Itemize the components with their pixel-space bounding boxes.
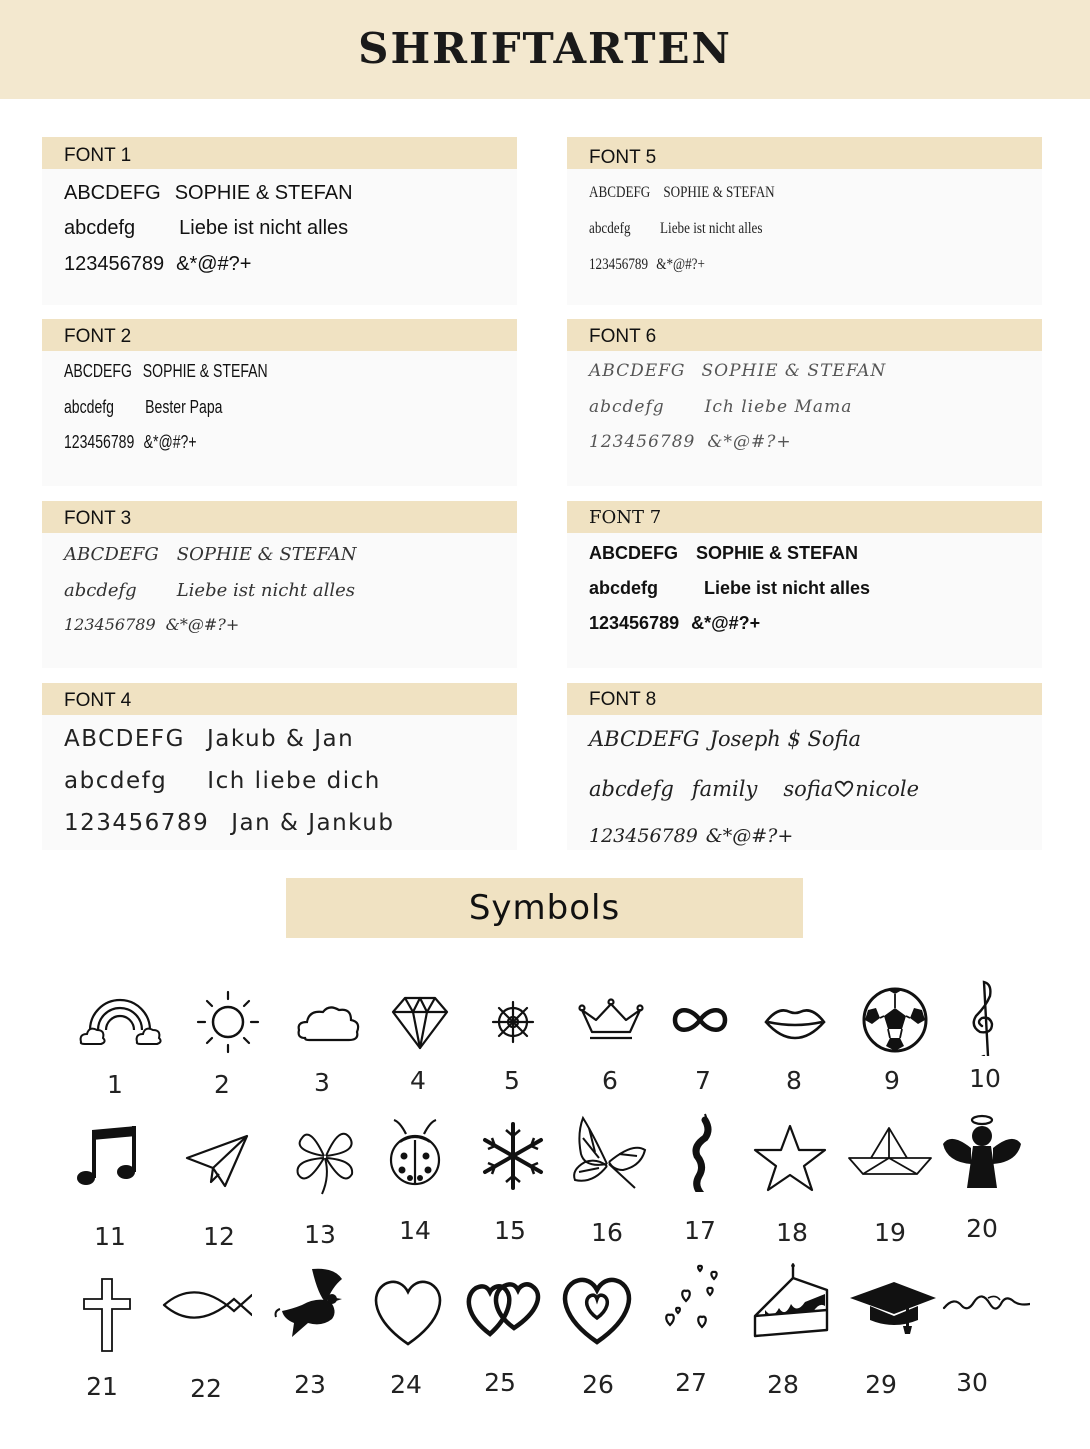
font-label: FONT 5 [589, 147, 657, 168]
infinity-icon [655, 980, 745, 1060]
symbol-number: 14 [399, 1216, 431, 1245]
font-card-header [42, 683, 517, 715]
font-card-2 [42, 319, 517, 486]
font-label: FONT 3 [64, 508, 132, 529]
symbol-number: 8 [786, 1066, 802, 1095]
font-label: FONT 8 [589, 689, 657, 710]
small-hearts-icon [650, 1255, 740, 1335]
symbol-number: 21 [86, 1372, 118, 1401]
symbols-title: Symbols [468, 888, 621, 928]
symbol-number: 27 [675, 1368, 707, 1397]
page-title: SHRIFTARTEN [358, 24, 732, 73]
sample-lowercase: abcdefg Liebe ist nicht alles [64, 580, 356, 601]
crown-icon [566, 980, 656, 1060]
cross-icon [62, 1275, 152, 1355]
symbol-number: 6 [602, 1066, 618, 1095]
paper-plane-icon [175, 1122, 265, 1202]
font-card-3 [42, 501, 517, 668]
symbol-number: 5 [504, 1066, 520, 1095]
ladybug-icon [370, 1112, 460, 1192]
sample-uppercase: ABCDEFG SOPHIE & STEFAN [64, 361, 268, 381]
font-label: FONT 4 [64, 690, 132, 711]
symbol-number: 12 [203, 1222, 235, 1251]
sample-uppercase: ABCDEFG SOPHIE & STEFAN [589, 361, 887, 381]
sample-digits: 123456789 &*@#?+ [589, 825, 794, 847]
graduation-cap-icon [846, 1268, 936, 1348]
sample-digits: 123456789 Jan & Jankub [64, 810, 395, 836]
symbol-number: 20 [966, 1214, 998, 1243]
font-card-header [42, 137, 517, 169]
sample-uppercase: ABCDEFG SOPHIE & STEFAN [589, 184, 775, 201]
butterfly-icon [563, 1114, 653, 1194]
sample-uppercase: ABCDEFG SOPHIE & STEFAN [589, 543, 859, 563]
font-card-header [567, 319, 1042, 351]
sample-uppercase: ABCDEFG SOPHIE & STEFAN [64, 544, 357, 565]
snake-icon [655, 1112, 745, 1192]
symbol-number: 11 [94, 1222, 126, 1251]
symbol-number: 2 [214, 1070, 230, 1099]
symbol-number: 19 [874, 1218, 906, 1247]
sample-digits: 123456789 &*@#?+ [64, 615, 240, 634]
sample-lowercase: abcdefg Bester Papa [64, 397, 223, 417]
ship-wheel-icon [468, 980, 558, 1060]
sample-lowercase: abcdefg Liebe ist nicht alles [64, 217, 349, 239]
symbol-number: 7 [695, 1066, 711, 1095]
symbol-number: 3 [314, 1068, 330, 1097]
symbol-number: 30 [956, 1368, 988, 1397]
symbol-number: 22 [190, 1374, 222, 1403]
sample-lowercase: abcdefg Liebe ist nicht alles [589, 220, 763, 237]
clover-icon [280, 1116, 370, 1196]
sample-digits: 123456789 &*@#?+ [589, 613, 761, 633]
font-card-8 [567, 683, 1042, 850]
music-notes-icon [70, 1120, 160, 1200]
rainbow-icon [75, 980, 165, 1060]
symbol-number: 13 [304, 1220, 336, 1249]
wave-icon [940, 1262, 1030, 1342]
dove-icon [272, 1265, 362, 1345]
lips-icon [750, 980, 840, 1060]
heart-icon [833, 780, 855, 798]
treble-clef-icon [940, 976, 1030, 1056]
sample-digits: 123456789 &*@#?+ [589, 432, 792, 452]
sample-lowercase: abcdefg Ich liebe dich [64, 768, 381, 794]
symbol-number: 23 [294, 1370, 326, 1399]
cloud-icon [285, 980, 375, 1060]
font-label: FONT 1 [64, 145, 132, 166]
font-card-header [42, 319, 517, 351]
sample-lowercase: abcdefg Liebe ist nicht alles [589, 578, 871, 598]
symbol-number: 16 [591, 1218, 623, 1247]
diamond-icon [375, 980, 465, 1060]
symbol-number: 26 [582, 1370, 614, 1399]
symbols-banner [286, 878, 803, 938]
sample-lowercase: abcdefg family sofia nicole [589, 777, 920, 801]
fish-icon [162, 1265, 252, 1345]
snowflake-icon [468, 1116, 558, 1196]
cake-icon [745, 1260, 835, 1340]
soccer-ball-icon [850, 980, 940, 1060]
paper-boat-icon [845, 1120, 935, 1200]
symbol-number: 4 [410, 1066, 426, 1095]
symbol-number: 25 [484, 1368, 516, 1397]
symbol-number: 1 [107, 1070, 123, 1099]
heart-in-heart-icon [552, 1270, 642, 1350]
font-card-header [567, 501, 1042, 533]
sample-digits: 123456789 &*@#?+ [64, 432, 197, 452]
sample-lowercase: abcdefg Ich liebe Mama [589, 397, 853, 417]
symbol-number: 10 [969, 1064, 1001, 1093]
sample-digits: 123456789 &*@#?+ [64, 253, 252, 275]
font-card-4 [42, 683, 517, 850]
double-heart-icon [458, 1270, 548, 1350]
font-card-header [567, 683, 1042, 715]
symbol-number: 17 [684, 1216, 716, 1245]
font-card-7 [567, 501, 1042, 668]
font-card-6 [567, 319, 1042, 486]
sample-uppercase: ABCDEFG Joseph $ Sofia [589, 727, 862, 751]
angel-icon [937, 1112, 1027, 1192]
font-card-header [567, 137, 1042, 169]
font-card-1 [42, 137, 517, 305]
font-label: FONT 6 [589, 326, 657, 347]
font-card-5 [567, 137, 1042, 305]
symbol-number: 9 [884, 1066, 900, 1095]
font-label: FONT 2 [64, 326, 132, 347]
sun-icon [183, 980, 273, 1060]
symbol-number: 15 [494, 1216, 526, 1245]
symbol-number: 28 [767, 1370, 799, 1399]
sample-digits: 123456789 &*@#?+ [589, 256, 705, 273]
font-card-header [42, 501, 517, 533]
symbol-number: 24 [390, 1370, 422, 1399]
sample-uppercase: ABCDEFG SOPHIE & STEFAN [64, 182, 353, 204]
star-icon [745, 1118, 835, 1198]
font-label: FONT 7 [589, 507, 662, 528]
sample-uppercase: ABCDEFG Jakub & Jan [64, 726, 355, 752]
heart-icon [363, 1272, 453, 1352]
symbol-number: 18 [776, 1218, 808, 1247]
symbol-number: 29 [865, 1370, 897, 1399]
